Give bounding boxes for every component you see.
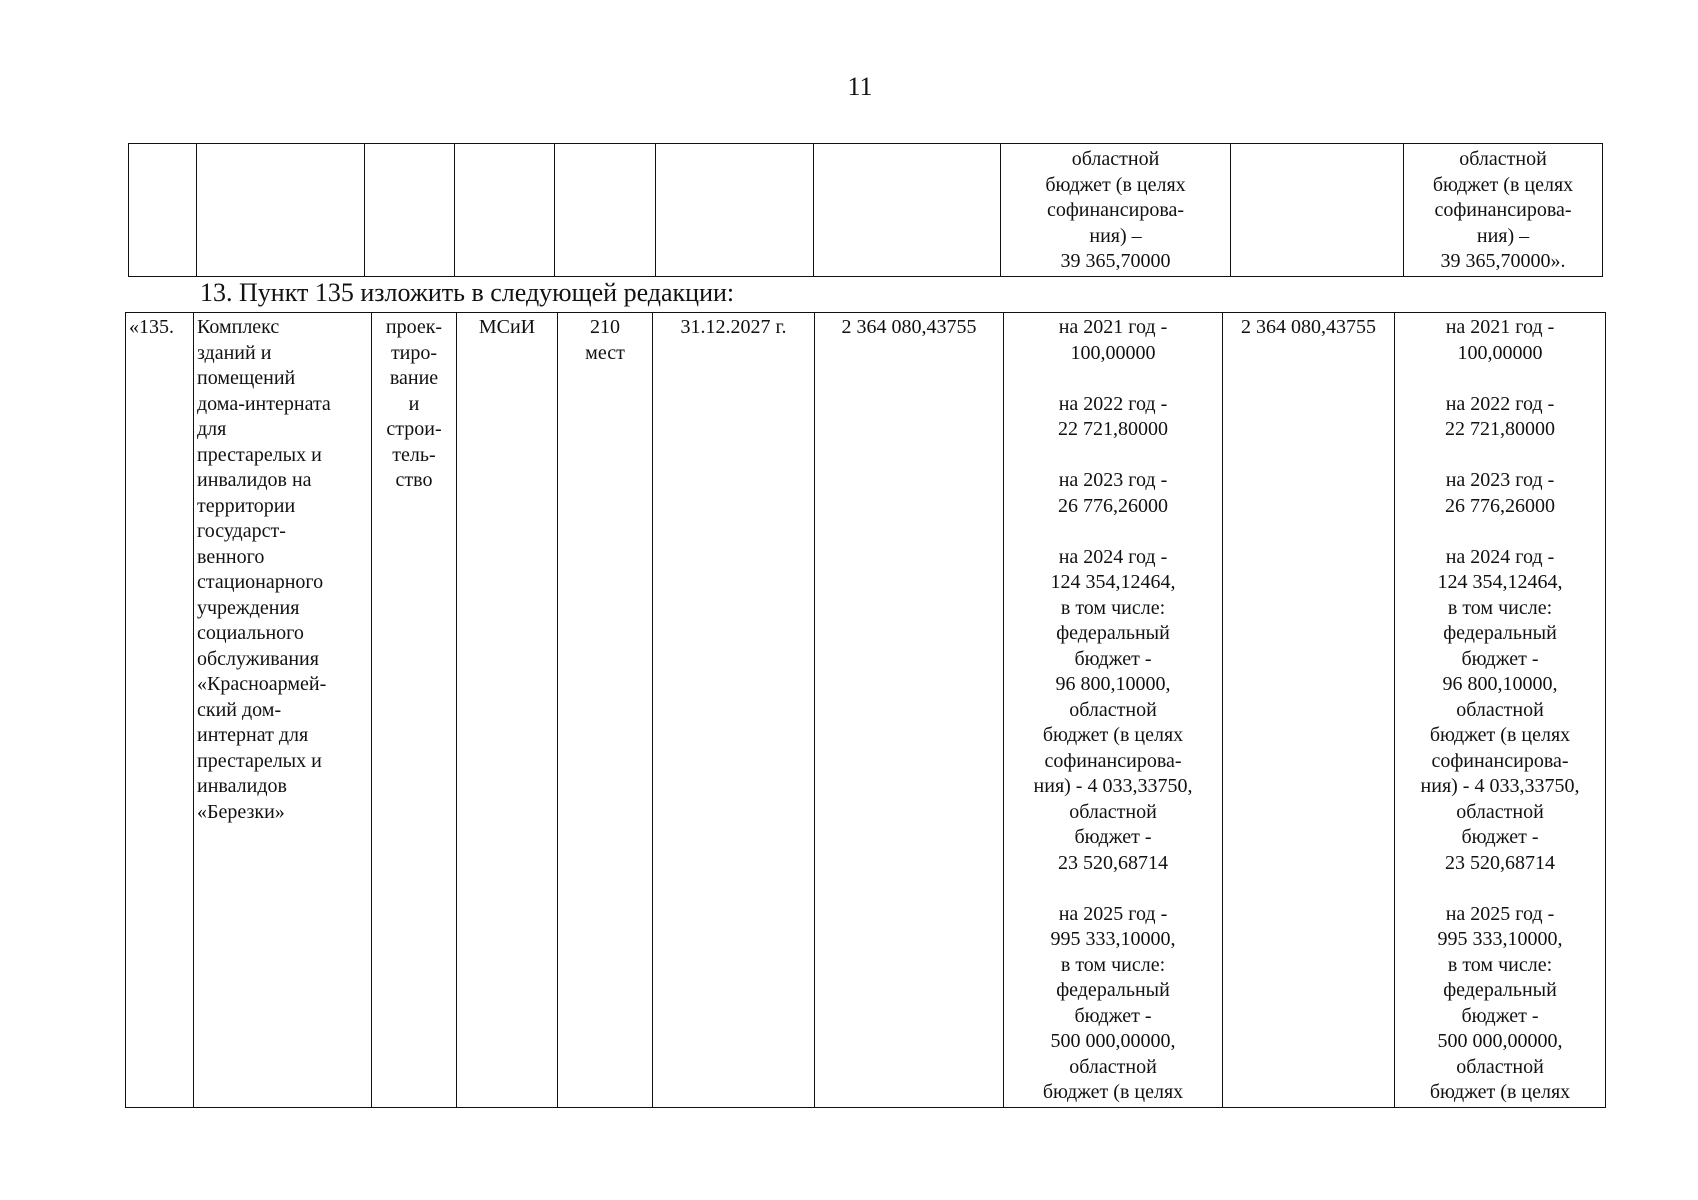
text-line: Комплекс <box>197 316 280 338</box>
item-name <box>194 313 372 1108</box>
funding-line: бюджет (в целях <box>1042 1081 1184 1103</box>
text-line: обслуживания <box>197 647 319 670</box>
funding-line: федеральный <box>1443 622 1557 644</box>
text-line: престарелых и <box>197 443 322 466</box>
funding-line: софинансирова- <box>1044 749 1182 772</box>
text-line: ния) – <box>1476 224 1530 247</box>
funding-line: в том числе: <box>1060 596 1166 619</box>
funding-line: 22 721,80000 <box>1445 418 1555 440</box>
funding-line: на 2022 год - <box>1445 392 1555 415</box>
text-line: престарелых и <box>197 749 322 772</box>
text-line: мест <box>585 341 625 364</box>
funding-line: бюджет - <box>1461 1004 1539 1027</box>
funding-line: 500 000,00000, <box>1437 1030 1563 1052</box>
funding-line: областной <box>1456 800 1544 823</box>
text-line: дома-интерната <box>197 392 331 415</box>
funding-line: 96 800,10000, <box>1442 673 1558 695</box>
text-line: территории <box>197 494 296 517</box>
funding-line: федеральный <box>1056 979 1170 1001</box>
text-line: софинансирова- <box>1046 199 1185 221</box>
funding-line: в том числе: <box>1060 953 1166 976</box>
text-line: 210 <box>590 316 620 338</box>
funding-line: бюджет - <box>1461 826 1539 848</box>
cell-capacity <box>555 144 656 277</box>
text-line: строи- <box>386 418 442 440</box>
item-work-type <box>372 313 457 1108</box>
text-line: ния) – <box>1089 224 1142 247</box>
cell-deadline <box>656 144 814 277</box>
funding-line: 124 354,12464, <box>1050 571 1176 593</box>
funding-line: 23 520,68714 <box>1058 851 1168 874</box>
group-spacer <box>1398 443 1602 469</box>
continuation-table <box>128 143 1603 277</box>
funding-line: в том числе: <box>1447 596 1553 619</box>
text-line: ство <box>395 469 433 491</box>
cell-funding-a <box>1001 144 1231 277</box>
funding-line: 23 520,68714 <box>1445 851 1555 874</box>
text-line: тиро- <box>390 341 438 364</box>
funding-line: федеральный <box>1443 979 1557 1001</box>
funding-line: 995 333,10000, <box>1437 928 1563 950</box>
funding-line: бюджет - <box>1461 647 1539 670</box>
item-cost-b: 2 364 080,43755 <box>1223 313 1395 1108</box>
section-heading: 13. Пункт 135 изложить в следующей редакции: <box>200 278 735 307</box>
funding-line: бюджет - <box>1074 647 1152 670</box>
cell-number <box>129 144 197 277</box>
item-capacity <box>558 313 653 1108</box>
funding-line: бюджет - <box>1074 826 1152 848</box>
text-line: для <box>197 418 227 440</box>
funding-line: на 2024 год - <box>1445 545 1555 568</box>
text-line: зданий и <box>197 341 272 364</box>
text-line: социального <box>197 622 304 644</box>
cell-funding-b <box>1404 144 1603 277</box>
cell-customer <box>455 144 555 277</box>
funding-line: 26 776,26000 <box>1058 494 1168 517</box>
text-line: 39 365,70000». <box>1440 250 1566 272</box>
funding-line: 124 354,12464, <box>1437 571 1563 593</box>
cell-name <box>197 144 365 277</box>
funding-line: бюджет - <box>1074 1004 1152 1027</box>
item-deadline: 31.12.2027 г. <box>653 313 815 1108</box>
funding-line: 96 800,10000, <box>1055 673 1171 695</box>
funding-line: на 2021 год - <box>1058 316 1168 338</box>
funding-line: на 2024 год - <box>1058 545 1168 568</box>
funding-line: ния) - 4 033,33750, <box>1033 775 1193 797</box>
group-spacer <box>1007 366 1219 392</box>
text-line: областной <box>1459 148 1547 170</box>
text-line: областной <box>1071 148 1160 170</box>
funding-line: бюджет (в целях <box>1042 724 1184 746</box>
funding-line: 22 721,80000 <box>1058 418 1168 440</box>
text-line: инвалидов <box>197 775 287 797</box>
item-row <box>126 313 1606 1108</box>
item-cost-a: 2 364 080,43755 <box>815 313 1004 1108</box>
funding-line: ния) - 4 033,33750, <box>1420 775 1580 797</box>
funding-line: областной <box>1456 698 1544 721</box>
group-spacer <box>1398 366 1602 392</box>
funding-line: областной <box>1069 1055 1157 1078</box>
group-spacer <box>1007 519 1219 545</box>
text-line: 39 365,70000 <box>1060 250 1171 272</box>
text-line: и <box>408 392 420 415</box>
funding-line: на 2021 год - <box>1445 316 1555 338</box>
funding-line: 100,00000 <box>1457 341 1543 364</box>
text-line: ский дом- <box>197 698 282 721</box>
item-customer: МСиИ <box>457 313 558 1108</box>
text-line: инвалидов на <box>197 469 312 491</box>
funding-line: 995 333,10000, <box>1050 928 1176 950</box>
text-line: венного <box>197 545 265 568</box>
funding-line: в том числе: <box>1447 953 1553 976</box>
funding-line: 100,00000 <box>1070 341 1156 364</box>
funding-line: федеральный <box>1056 622 1170 644</box>
funding-line: бюджет (в целях <box>1429 1081 1571 1103</box>
text-line: бюджет (в целях <box>1432 173 1574 196</box>
group-spacer <box>1398 519 1602 545</box>
text-line: помещений <box>197 367 296 389</box>
item-number: «135. <box>126 313 194 1108</box>
item-funding-a <box>1004 313 1223 1108</box>
group-spacer <box>1007 443 1219 469</box>
cell-cost-a <box>814 144 1001 277</box>
funding-line: областной <box>1069 698 1157 721</box>
text-line: вание <box>389 367 439 389</box>
text-line: «Березки» <box>197 800 285 823</box>
text-line: государст- <box>197 520 286 542</box>
cell-cost-b <box>1231 144 1404 277</box>
funding-line: на 2025 год - <box>1445 902 1555 925</box>
text-line: стационарного <box>197 571 324 593</box>
funding-line: на 2025 год - <box>1058 902 1168 925</box>
cell-work-type <box>365 144 455 277</box>
text-line: тель- <box>392 443 436 466</box>
funding-line: 500 000,00000, <box>1050 1030 1176 1052</box>
text-line: бюджет (в целях <box>1045 173 1186 196</box>
funding-line: софинансирова- <box>1431 749 1569 772</box>
text-line: софинансирова- <box>1434 199 1572 221</box>
funding-line: 26 776,26000 <box>1445 494 1555 517</box>
page-number: 11 <box>847 72 873 101</box>
funding-line: на 2023 год - <box>1058 469 1168 491</box>
group-spacer <box>1007 876 1219 902</box>
item-table <box>125 312 1606 1108</box>
continuation-row <box>129 144 1603 277</box>
funding-line: областной <box>1069 800 1157 823</box>
funding-line: на 2022 год - <box>1058 392 1168 415</box>
text-line: «Красноармей- <box>197 673 327 695</box>
funding-line: бюджет (в целях <box>1429 724 1571 746</box>
text-line: учреждения <box>197 596 300 619</box>
text-line: интернат для <box>197 724 309 746</box>
item-funding-b <box>1395 313 1606 1108</box>
funding-line: областной <box>1456 1055 1544 1078</box>
text-line: проек- <box>385 316 443 338</box>
group-spacer <box>1398 876 1602 902</box>
funding-line: на 2023 год - <box>1445 469 1555 491</box>
